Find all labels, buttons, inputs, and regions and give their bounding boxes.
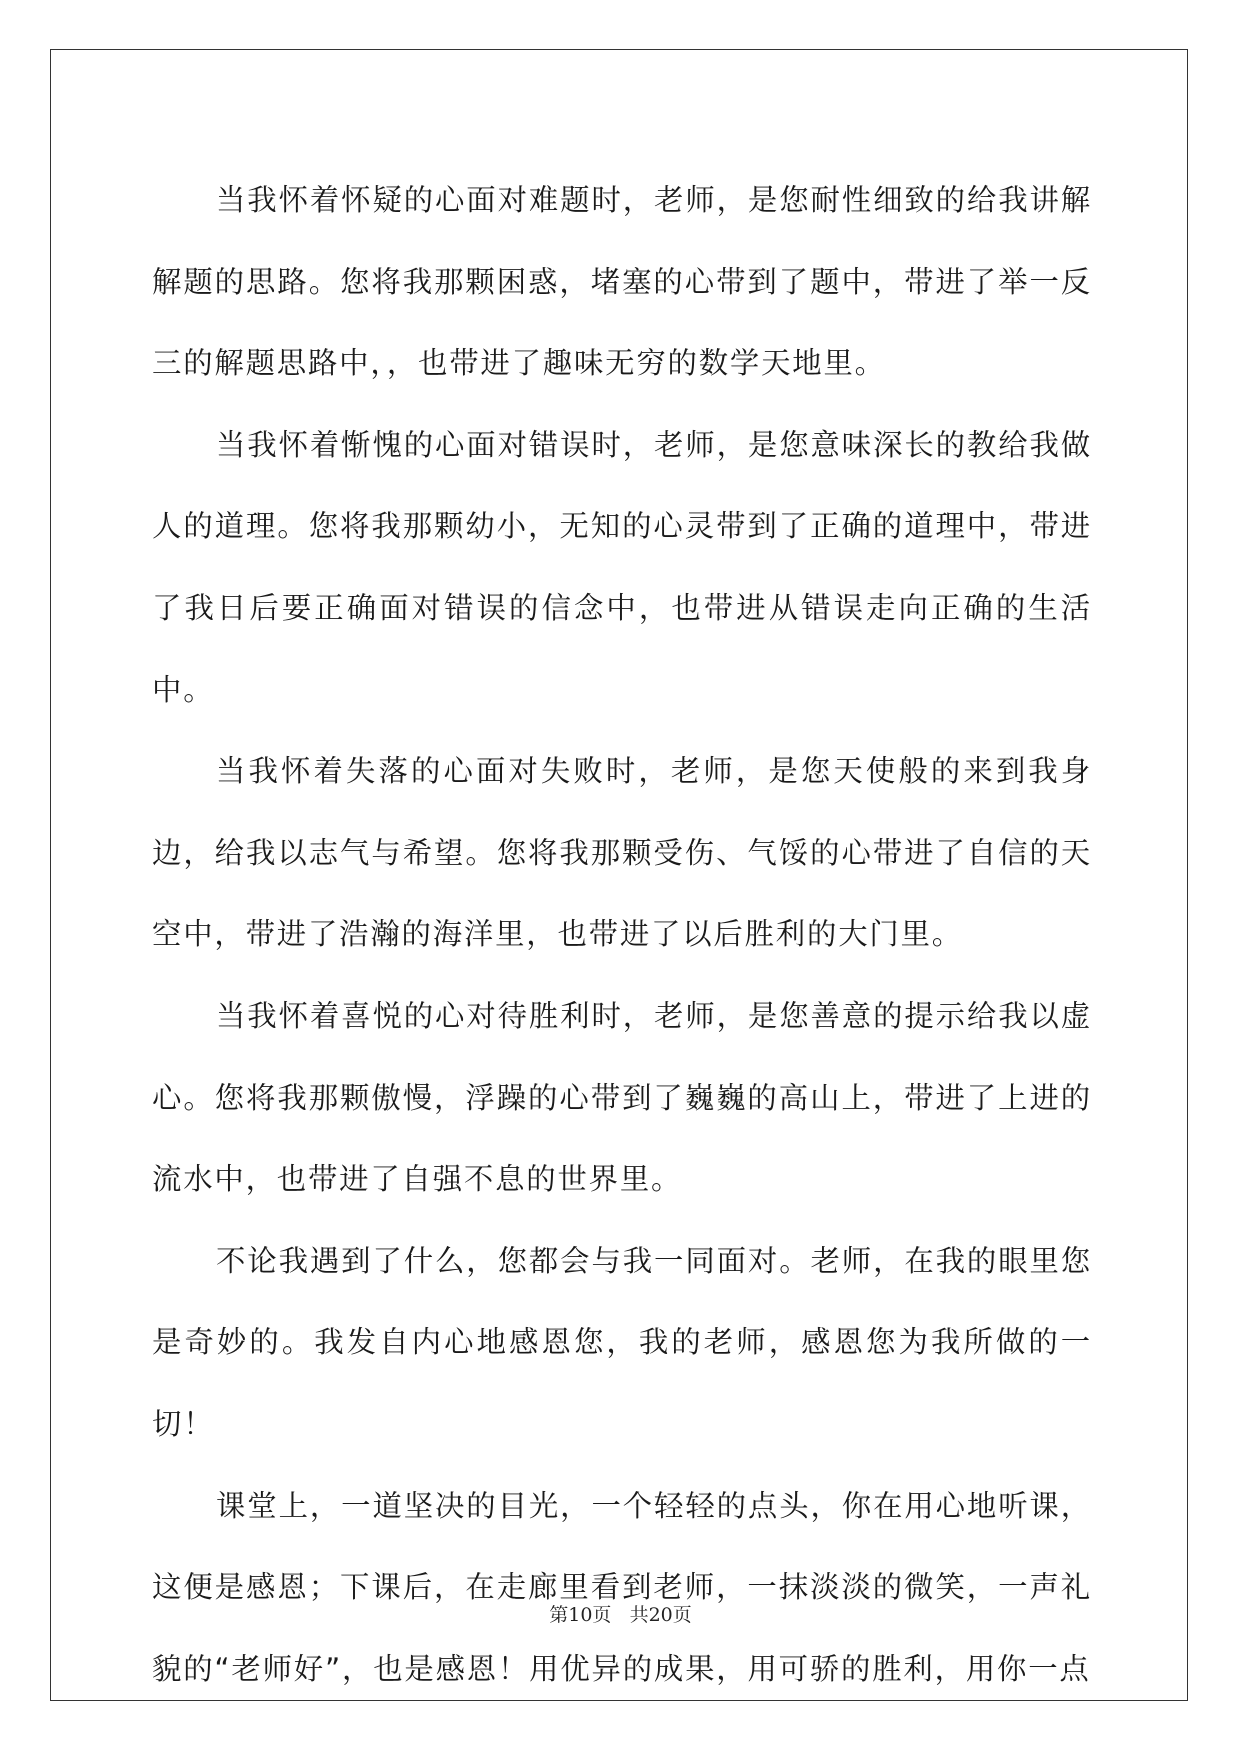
- page-total: 共20页: [629, 1604, 692, 1626]
- paragraph: 当我怀着惭愧的心面对错误时，老师，是您意味深长的教给我做人的道理。您将我那颗幼小，无知的心灵带到了正确的道理中，带进了我日后要正确面对错误的信念中，也带进从错误走向正确的生活中。: [152, 427, 1092, 707]
- paragraph: 当我怀着失落的心面对失败时，老师，是您天使般的来到我身边，给我以志气与希望。您将我那颗受伤、气馁的心带进了自信的天空中，带进了浩瀚的海洋里，也带进了以后胜利的大门里。: [152, 754, 1092, 952]
- paragraph: 当我怀着喜悦的心对待胜利时，老师，是您善意的提示给我以虚心。您将我那颗傲慢，浮躁的心带到了巍巍的高山上，带进了上进的流水中，也带进了自强不息的世界里。: [152, 998, 1092, 1197]
- page-footer: [0, 1600, 1241, 1627]
- page-number: 第10页: [549, 1604, 612, 1626]
- paragraph: 不论我遇到了什么，您都会与我一同面对。老师，在我的眼里您是奇妙的。我发自内心地感恩您，我的老师，感恩您为我所做的一切！: [152, 1243, 1092, 1441]
- paragraph: 课堂上，一道坚决的目光，一个轻轻的点头，你在用心地听课，这便是感恩；下课后，在走廊里看到老师，一抹淡淡的微笑，一声礼貌的“老师好”，也是感恩！用优异的成果，用可骄的胜利，用你一点: [152, 1488, 1092, 1686]
- document-body: [152, 160, 1092, 1710]
- paragraph: 当我怀着怀疑的心面对难题时，老师，是您耐性细致的给我讲解解题的思路。您将我那颗困惑，堵塞的心带到了题中，带进了举一反三的解题思路中，，也带进了趣味无穷的数学天地里。: [152, 183, 1092, 381]
